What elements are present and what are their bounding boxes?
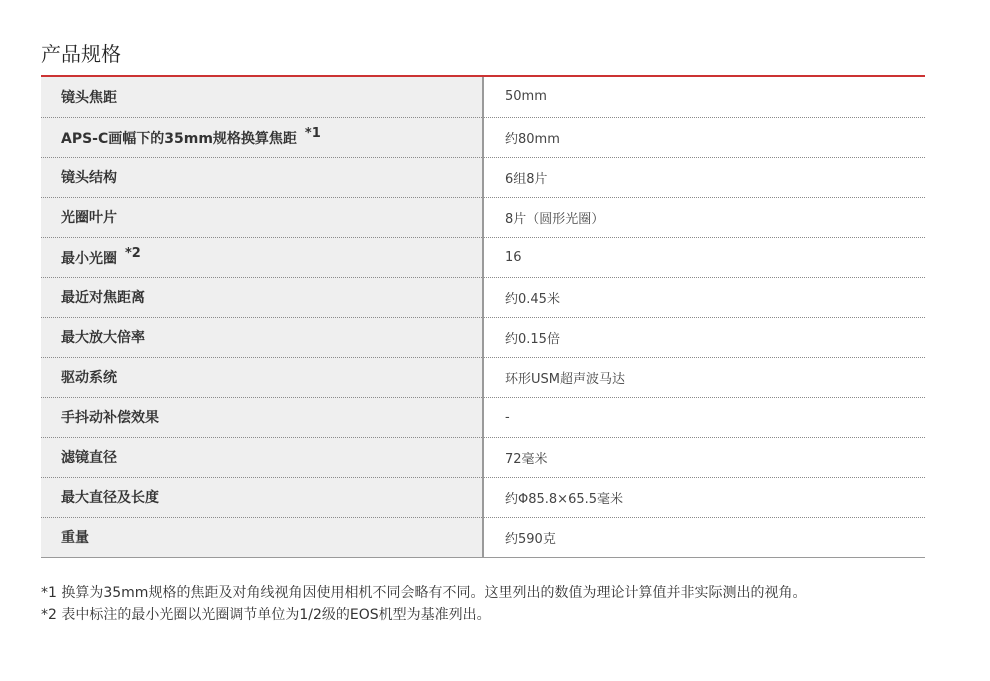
spec-label: 镜头结构 [61,170,117,186]
spec-label-cell [41,357,483,397]
spec-label: 最大直径及长度 [61,490,159,506]
spec-label-cell [41,477,483,517]
spec-value: 8片（圆形光圈） [483,197,925,237]
spec-value: 约0.45米 [483,277,925,317]
table-row [41,197,925,237]
table-row [41,117,925,157]
spec-label-cell [41,397,483,437]
spec-label-cell [41,157,483,197]
spec-label: 手抖动补偿效果 [61,410,159,426]
spec-table [41,77,925,558]
spec-label: 最小光圈 [61,251,117,267]
footnote-2: *2 表中标注的最小光圈以光圈调节单位为1/2级的EOS机型为基准列出。 [41,607,491,623]
spec-value: - [483,397,925,437]
spec-label-cell [41,517,483,557]
spec-value: 环形USM超声波马达 [483,357,925,397]
spec-label: 最大放大倍率 [61,330,145,346]
table-row [41,357,925,397]
spec-value: 约Φ85.8×65.5毫米 [483,477,925,517]
table-row [41,157,925,197]
spec-label-cell [41,197,483,237]
spec-label-cell [41,277,483,317]
spec-value: 约0.15倍 [483,317,925,357]
footnote-1: *1 换算为35mm规格的焦距及对角线视角因使用相机不同会略有不同。这里列出的数值为理论计算值并非实际测出的视角。 [41,585,807,601]
table-row [41,517,925,557]
table-row [41,237,925,277]
spec-label-cell [41,437,483,477]
spec-label-cell [41,317,483,357]
page-title: 产品规格 [41,42,121,66]
spec-label: 滤镜直径 [61,450,117,466]
spec-label-cell [41,237,483,277]
spec-value: 约590克 [483,517,925,557]
spec-label: 光圈叶片 [61,210,117,226]
table-row [41,437,925,477]
spec-value: 50mm [483,77,925,117]
footnotes [41,582,941,626]
spec-label: 重量 [61,530,89,546]
footnote-marker: *1 [304,126,321,141]
spec-value: 约80mm [483,117,925,157]
table-row [41,277,925,317]
spec-label: APS-C画幅下的35mm规格换算焦距 [61,131,297,147]
spec-value: 72毫米 [483,437,925,477]
table-row [41,477,925,517]
spec-label-cell [41,77,483,117]
table-row [41,77,925,117]
spec-label: 驱动系统 [61,370,117,386]
table-row [41,317,925,357]
spec-label: 镜头焦距 [61,89,117,106]
table-row [41,397,925,437]
spec-label-cell [41,117,483,157]
spec-value: 6组8片 [483,157,925,197]
spec-value: 16 [483,237,925,277]
spec-label: 最近对焦距离 [61,290,145,306]
footnote-marker: *2 [125,246,141,261]
